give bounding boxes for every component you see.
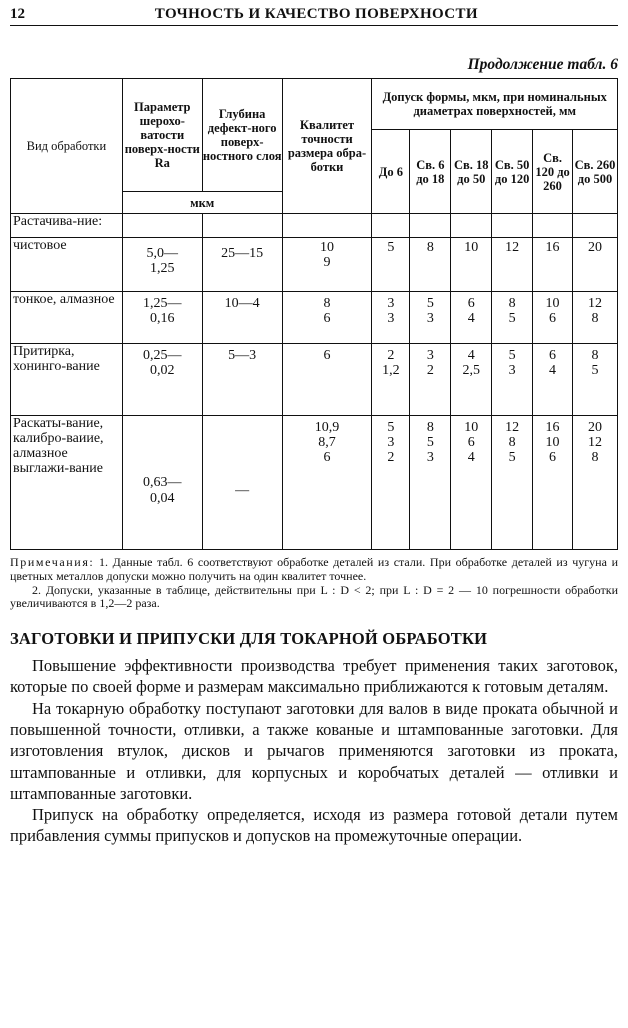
paragraph-2: На токарную обработку поступают заготовки для валов в виде проката обычной и повышенной точности, отливки, а также кованые и штампованные заготовки. Для изготовления втулок, дисков и рычагов применяются заготовки из проката, штампованные и отливки, для корпусных и коробчатых деталей — отливки и штампованные заготовки. xyxy=(10,698,618,803)
quality-cell: 10,9 8,7 6 xyxy=(282,416,372,550)
tolerance-cell: 3 3 xyxy=(372,292,410,344)
tolerance-cell: 8 5 xyxy=(573,344,618,416)
roughness-cell: 0,25— 0,02 xyxy=(122,344,202,416)
range-header: Св. 50 до 120 xyxy=(492,130,533,214)
tolerance-cell: 2 1,2 xyxy=(372,344,410,416)
roughness-cell: 1,25— 0,16 xyxy=(122,292,202,344)
header-kind: Вид обработки xyxy=(11,79,123,214)
quality-cell: 10 9 xyxy=(282,238,372,292)
tolerance-cell: 10 xyxy=(451,238,492,292)
tolerance-cell: 8 xyxy=(410,238,451,292)
tolerance-cell: 20 xyxy=(573,238,618,292)
roughness-cell: 0,63— 0,04 xyxy=(122,416,202,550)
row-label: чистовое xyxy=(11,238,123,292)
tolerance-cell: 8 5 3 xyxy=(410,416,451,550)
range-header: Св. 120 до 260 xyxy=(533,130,573,214)
tolerance-cell: 3 2 xyxy=(410,344,451,416)
row-label: Растачива-ние: xyxy=(11,214,123,238)
header-roughness: Параметр шерохо-ватости поверх-ности Ra xyxy=(122,79,202,192)
notes-label: Примечания: xyxy=(10,555,95,569)
tolerance-cell: 10 6 xyxy=(533,292,573,344)
table-continuation-label: Продолжение табл. 6 xyxy=(467,56,618,73)
tolerance-cell: 5 3 2 xyxy=(372,416,410,550)
depth-cell: 25—15 xyxy=(202,238,282,292)
tolerance-cell: 6 4 xyxy=(451,292,492,344)
paragraph-3: Припуск на обработку определяется, исходя из размера готовой детали путем прибавления суммы припусков и допусков на промежуточные операции. xyxy=(10,805,618,846)
depth-cell: 10—4 xyxy=(202,292,282,344)
note-1: 1. Данные табл. 6 соответствуют обработке деталей из стали. При обработке деталей из чугуна и цветных металлов допуски можно получить на один квалитет точнее. xyxy=(10,555,618,583)
tolerance-cell: 6 4 xyxy=(533,344,573,416)
row-label: Раскаты-вание, калибро-ваиие, алмазное выглажи-вание xyxy=(11,416,123,550)
header-tolerance: Допуск формы, мкм, при номинальных диаметрах поверхностей, мм xyxy=(372,79,618,130)
depth-cell: — xyxy=(202,416,282,550)
range-header: Св. 18 до 50 xyxy=(451,130,492,214)
quality-cell: 8 6 xyxy=(282,292,372,344)
row-label: тонкое, алмазное xyxy=(11,292,123,344)
row-label: Притирка, хонинго-вание xyxy=(11,344,123,416)
range-header: До 6 xyxy=(372,130,410,214)
tolerance-cell: 5 3 xyxy=(492,344,533,416)
tolerance-cell: 16 10 6 xyxy=(533,416,573,550)
tolerance-cell: 16 xyxy=(533,238,573,292)
range-header: Св. 260 до 500 xyxy=(573,130,618,214)
depth-cell: 5—3 xyxy=(202,344,282,416)
running-title: ТОЧНОСТЬ И КАЧЕСТВО ПОВЕРХНОСТИ xyxy=(154,6,478,22)
page-header xyxy=(10,6,618,26)
roughness-cell: 5,0— 1,25 xyxy=(122,238,202,292)
header-quality: Квалитет точности размера обра-ботки xyxy=(282,79,372,214)
note-2: 2. Допуски, указанные в таблице, действительны при L : D < 2; при L : D = 2 — 10 погрешности обработки увеличиваются в 1,2—2 раза. xyxy=(10,582,618,611)
tolerance-cell: 12 8 5 xyxy=(492,416,533,550)
range-header: Св. 6 до 18 xyxy=(410,130,451,214)
tolerance-cell: 10 6 4 xyxy=(451,416,492,550)
tolerance-cell: 4 2,5 xyxy=(451,344,492,416)
page-number: 12 xyxy=(10,6,25,22)
tolerance-cell: 12 xyxy=(492,238,533,292)
tolerance-cell: 20 12 8 xyxy=(573,416,618,550)
tolerance-cell: 5 xyxy=(372,238,410,292)
table-notes xyxy=(10,556,618,611)
document-page xyxy=(10,6,618,847)
section-title: ЗАГОТОВКИ И ПРИПУСКИ ДЛЯ ТОКАРНОЙ ОБРАБОТКИ xyxy=(10,629,488,649)
tolerance-cell: 12 8 xyxy=(573,292,618,344)
tolerance-cell: 5 3 xyxy=(410,292,451,344)
header-depth: Глубина дефект-ного поверх-ностного слоя xyxy=(202,79,282,192)
tolerance-table xyxy=(10,78,618,550)
tolerance-cell: 8 5 xyxy=(492,292,533,344)
header-unit: мкм xyxy=(122,192,282,214)
quality-cell: 6 xyxy=(282,344,372,416)
paragraph-1: Повышение эффективности производства требует применения таких заготовок, которые по своей форме и размерам максимально приближаются к готовым деталям. xyxy=(10,656,618,697)
